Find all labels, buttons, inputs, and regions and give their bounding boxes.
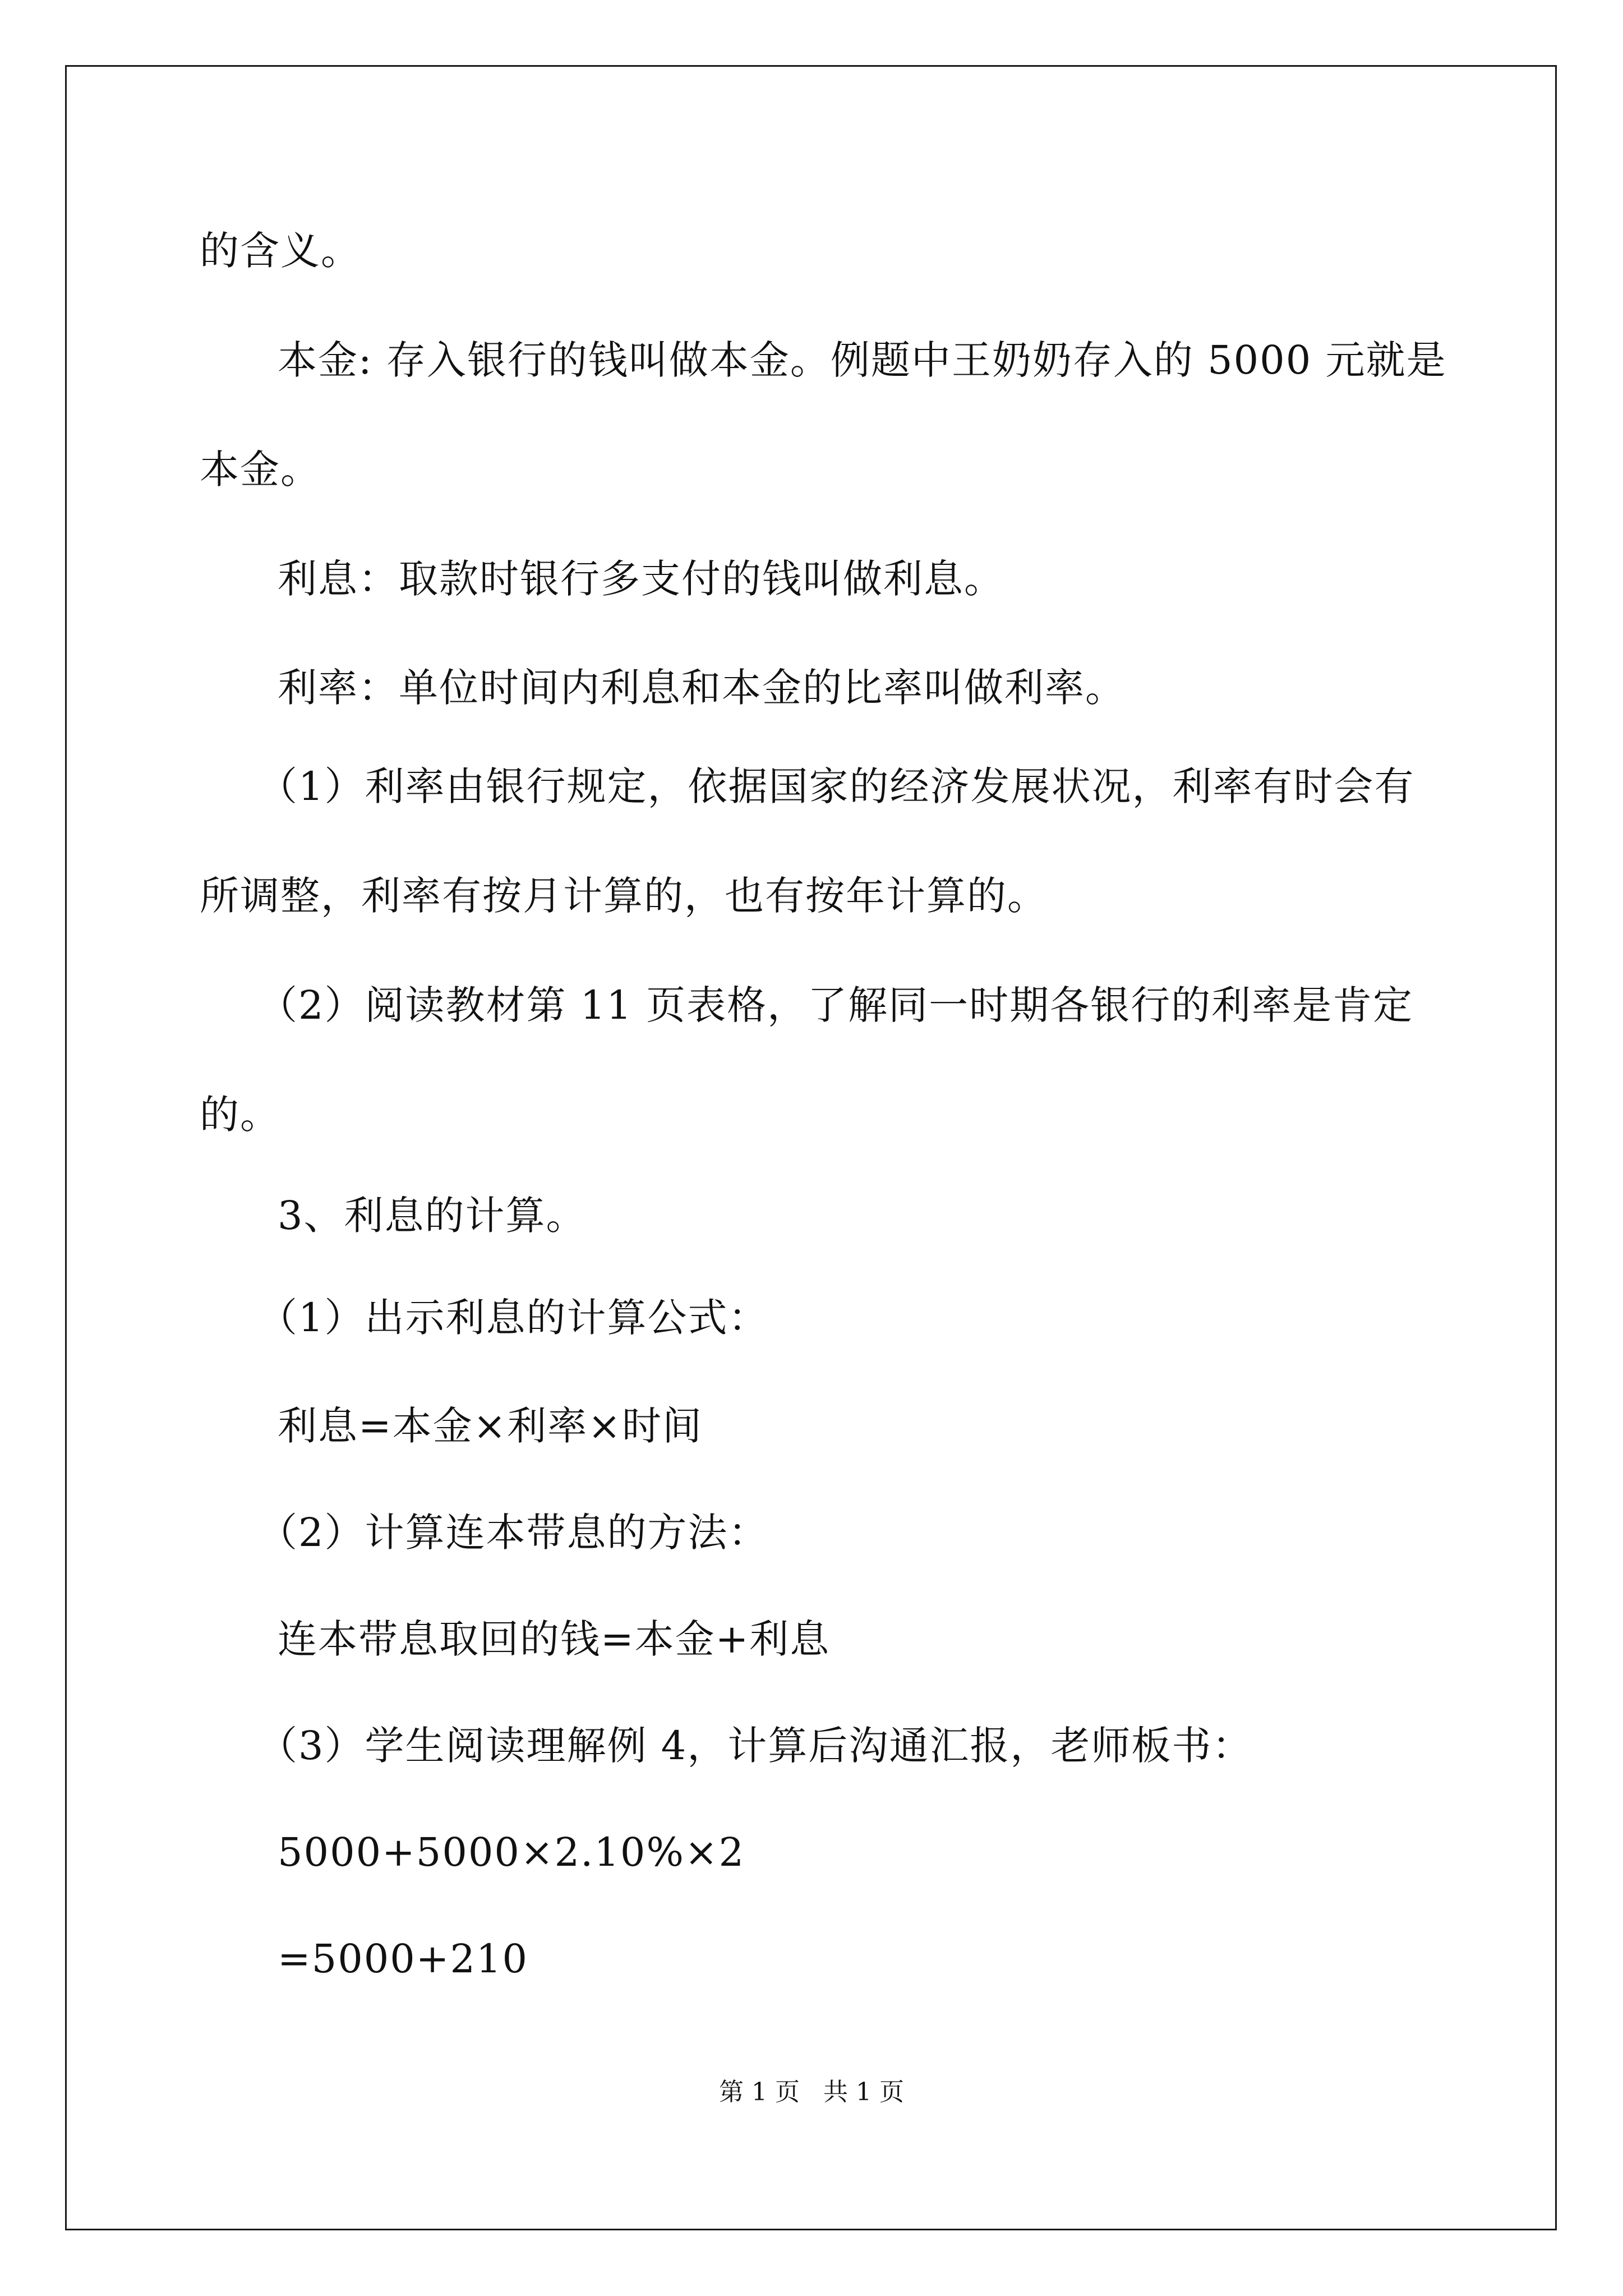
page-footer: 第 1 页 共 1 页 [719,2078,904,2106]
text-line: 本金: 存入银行的钱叫做本金。例题中王奶奶存入的 5000 元就是 [278,337,1447,383]
text-line: 连本带息取回的钱=本金+利息 [278,1616,831,1662]
text-line: 所调整，利率有按月计算的，也有按年计算的。 [200,873,1048,919]
text-line: 利率：单位时间内利息和本金的比率叫做利率。 [278,665,1126,711]
text-line: （2）计算连本带息的方法： [258,1510,769,1556]
page-border [65,65,1557,2230]
text-line: （1）利率由银行规定，依据国家的经济发展状况，利率有时会有 [258,763,1415,809]
text-line: （3）学生阅读理解例 4，计算后沟通汇报，老师板书： [258,1723,1253,1769]
text-line: （2）阅读教材第 11 页表格，了解同一时期各银行的利率是肯定 [258,982,1414,1028]
text-line: 的。 [200,1092,280,1138]
text-line: 3、利息的计算。 [278,1193,587,1239]
text-line: =5000+210 [278,1936,529,1982]
text-line: 的含义。 [200,228,361,274]
text-line: 利息=本金×利率×时间 [278,1403,703,1449]
text-line: 5000+5000×2.10%×2 [278,1829,745,1875]
text-line: （1）出示利息的计算公式： [258,1295,769,1341]
text-line: 利息：取款时银行多支付的钱叫做利息。 [278,556,1004,602]
text-line: 本金。 [200,447,321,493]
